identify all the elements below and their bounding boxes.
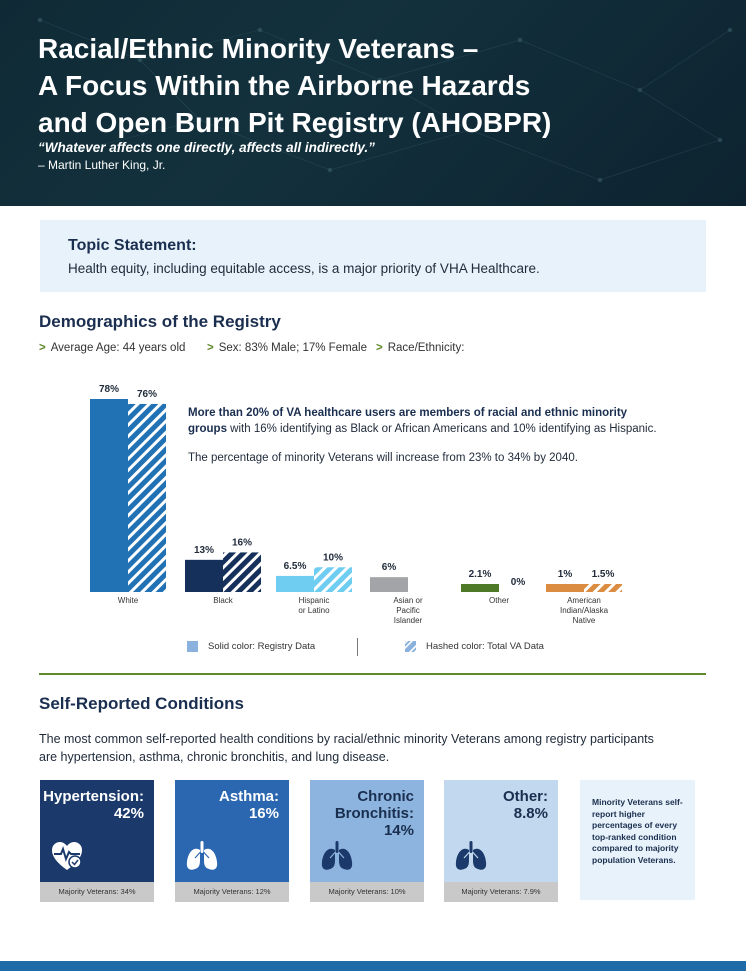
condition-card-body bbox=[310, 780, 424, 882]
bar-registry bbox=[546, 584, 584, 592]
condition-percent: 8.8% bbox=[513, 805, 548, 822]
category-label: Indian/Alaska bbox=[559, 606, 609, 615]
category-label: White bbox=[117, 596, 139, 605]
bar-registry bbox=[370, 577, 408, 592]
topic-statement-box bbox=[40, 220, 706, 292]
condition-name: Chronic bbox=[357, 788, 414, 805]
category-label: Native bbox=[572, 616, 596, 625]
condition-percent: 16% bbox=[248, 805, 279, 822]
bar-total-va bbox=[584, 584, 622, 592]
condition-card-body bbox=[444, 780, 558, 882]
data-label: 1.5% bbox=[591, 569, 615, 580]
lungs-icon bbox=[454, 840, 488, 872]
bar-registry bbox=[461, 584, 499, 592]
condition-label bbox=[219, 788, 279, 822]
bar-registry bbox=[90, 399, 128, 592]
legend-solid bbox=[187, 641, 315, 652]
stat-text: Sex: 83% Male; 17% Female bbox=[218, 342, 368, 354]
category-label: American bbox=[567, 596, 601, 605]
legend-hashed bbox=[405, 641, 544, 652]
data-label: 13% bbox=[193, 544, 215, 556]
heart-monitor-icon bbox=[50, 840, 84, 872]
title-line: and Open Burn Pit Registry (AHOBPR) bbox=[38, 107, 552, 138]
bar-total-va bbox=[128, 404, 166, 592]
chevron-right-icon: > bbox=[207, 342, 214, 354]
data-label: 6% bbox=[381, 562, 397, 574]
chart-note-bold: More than 20% of VA healthcare users are members of racial and ethnic minority groups bbox=[188, 407, 628, 435]
stat-text: Average Age: 44 years old bbox=[50, 342, 186, 354]
bar-registry bbox=[276, 576, 314, 592]
data-label: 78% bbox=[98, 384, 120, 395]
condition-card bbox=[310, 780, 424, 902]
header-banner bbox=[0, 0, 746, 206]
condition-name: Asthma: bbox=[218, 788, 279, 805]
condition-percent: 14% bbox=[383, 822, 414, 839]
condition-name: Bronchitis: bbox=[334, 805, 414, 822]
chevron-right-icon: > bbox=[376, 342, 383, 354]
data-label: 6.5% bbox=[283, 560, 307, 572]
callout-box: Minority Veterans self-report higher percentages of every top-ranked condition compared to majority population Veterans. bbox=[580, 780, 695, 900]
stat-race bbox=[376, 342, 464, 354]
category-label: Black bbox=[213, 596, 233, 605]
stat-text: Race/Ethnicity: bbox=[387, 342, 465, 354]
lungs-icon bbox=[320, 840, 354, 872]
majority-veterans-stat: Majority Veterans: 34% bbox=[40, 882, 154, 902]
lungs-icon bbox=[185, 840, 219, 872]
topic-title: Topic Statement: bbox=[68, 237, 197, 254]
majority-veterans-stat: Majority Veterans: 7.9% bbox=[444, 882, 558, 902]
legend-divider bbox=[357, 638, 358, 656]
chart-note bbox=[188, 405, 668, 437]
page-title bbox=[38, 30, 658, 141]
stat-sex bbox=[207, 342, 367, 354]
stat-average-age bbox=[39, 342, 185, 354]
category-label: or Latino bbox=[298, 606, 330, 615]
data-label: 0% bbox=[510, 577, 526, 588]
category-label: Islander bbox=[393, 616, 423, 625]
condition-label bbox=[335, 788, 414, 839]
data-label: 16% bbox=[231, 537, 253, 549]
category-label: Asian or bbox=[393, 596, 423, 605]
condition-name: Other: bbox=[503, 788, 548, 805]
quote-author: – Martin Luther King, Jr. bbox=[38, 158, 166, 172]
condition-name: Hypertension: bbox=[43, 788, 144, 805]
legend-solid-label: Solid color: Registry Data bbox=[208, 641, 316, 652]
data-label: 1% bbox=[557, 569, 573, 580]
chart-legend bbox=[0, 641, 746, 657]
bar-registry bbox=[185, 560, 223, 592]
condition-card bbox=[40, 780, 154, 902]
category-label: Hispanic bbox=[298, 596, 330, 605]
chart-note-projection: The percentage of minority Veterans will increase from 23% to 34% by 2040. bbox=[188, 452, 578, 464]
quote: “Whatever affects one directly, affects all indirectly.” bbox=[38, 140, 375, 155]
majority-veterans-stat: Majority Veterans: 12% bbox=[175, 882, 289, 902]
chevron-right-icon: > bbox=[39, 342, 46, 354]
legend-solid-swatch bbox=[187, 641, 198, 652]
title-line: A Focus Within the Airborne Hazards bbox=[38, 70, 531, 101]
condition-label bbox=[43, 788, 144, 822]
data-label: 2.1% bbox=[468, 569, 492, 580]
conditions-heading: Self-Reported Conditions bbox=[39, 694, 244, 713]
topic-text: Health equity, including equitable access, is a major priority of VHA Healthcare. bbox=[68, 261, 540, 276]
condition-card-body bbox=[40, 780, 154, 882]
data-label: 76% bbox=[136, 388, 158, 400]
condition-percent: 42% bbox=[113, 805, 144, 822]
demographics-heading: Demographics of the Registry bbox=[39, 312, 281, 331]
category-label: Other bbox=[488, 596, 510, 605]
section-divider bbox=[39, 673, 706, 675]
conditions-intro: The most common self-reported health conditions by racial/ethnic minority Veterans among registry participants are hypertension, asthma, chronic bronchitis, and lung disease. bbox=[39, 732, 654, 764]
condition-card bbox=[444, 780, 558, 902]
legend-hashed-swatch bbox=[405, 641, 416, 652]
category-label: Pacific bbox=[396, 606, 420, 615]
title-line: Racial/Ethnic Minority Veterans – bbox=[38, 33, 479, 64]
condition-card bbox=[175, 780, 289, 902]
bar-total-va bbox=[314, 567, 352, 592]
legend-hashed-label: Hashed color: Total VA Data bbox=[426, 641, 544, 652]
chart-note-rest: with 16% identifying as Black or African Americans and 10% identifying as Hispanic. bbox=[226, 423, 657, 435]
condition-card-body bbox=[175, 780, 289, 882]
bar-total-va bbox=[223, 552, 261, 592]
footer-bar bbox=[0, 961, 746, 971]
condition-label bbox=[503, 788, 548, 822]
data-label: 10% bbox=[322, 552, 344, 564]
majority-veterans-stat: Majority Veterans: 10% bbox=[310, 882, 424, 902]
